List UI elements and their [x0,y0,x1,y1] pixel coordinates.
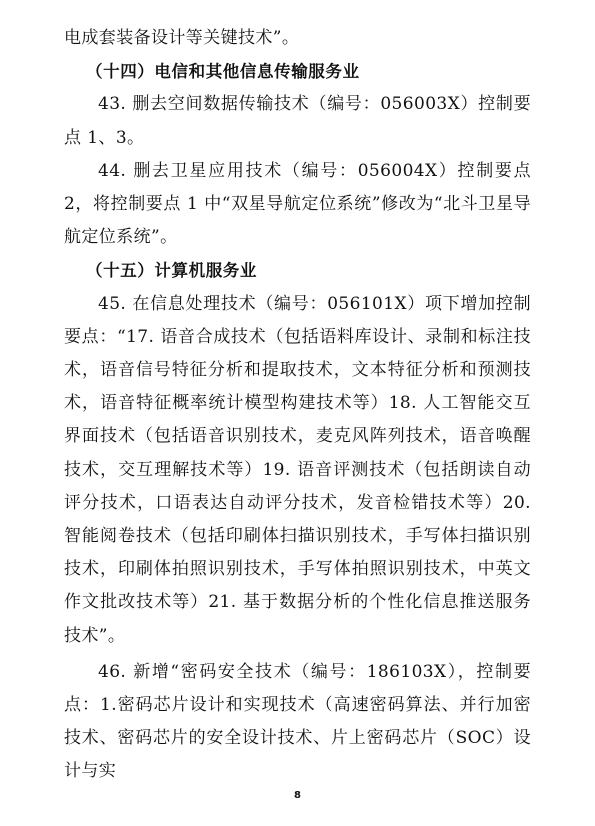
section-heading-14: （十四）电信和其他信息传输服务业 [86,62,360,82]
paragraph-item-44: 44. 删去卫星应用技术（编号：056004X）控制要点 2，将控制要点 1 中“双星导航定位系统”修改为“北斗卫星导航定位系统”。 [64,160,531,248]
page-number: 8 [294,790,301,801]
paragraph-item-46: 46. 新增“密码安全技术（编号：186103X），控制要点：1.密码芯片设计和实现技术（高速密码算法、并行加密技术、密码芯片的安全设计技术、片上密码芯片（SOC）设计与实 [64,661,531,782]
paragraph-item-45: 45. 在信息处理技术（编号：056101X）项下增加控制要点：“17. 语音合成技术（包括语料库设计、录制和标注技术，语音信号特征分析和提取技术，文本特征分析和预测技术，语音特征概率统计模型构建技术等）18. 人工智能交互界面技术（包括语音识别技术，麦克风阵列技术，语音唤醒技术，交互理解技术等）19. 语音评测技术（包括朗读自动评分技术，口语表达自动评分技术，发音检错技术等）20. 智能阅卷技术（包括印刷体扫描识别技术，手写体扫描识别技术，印刷体拍照识别技术，手写体拍照识别技术，中英文作文批改技术等）21. 基于数据分析的个性化信息推送服务技术”。 [64,293,531,646]
paragraph-item-43: 43. 删去空间数据传输技术（编号：056003X）控制要点 1、3。 [64,94,531,148]
section-heading-15: （十五）计算机服务业 [86,261,257,281]
paragraph-continuation: 电成套装备设计等关键技术”。 [64,28,300,48]
